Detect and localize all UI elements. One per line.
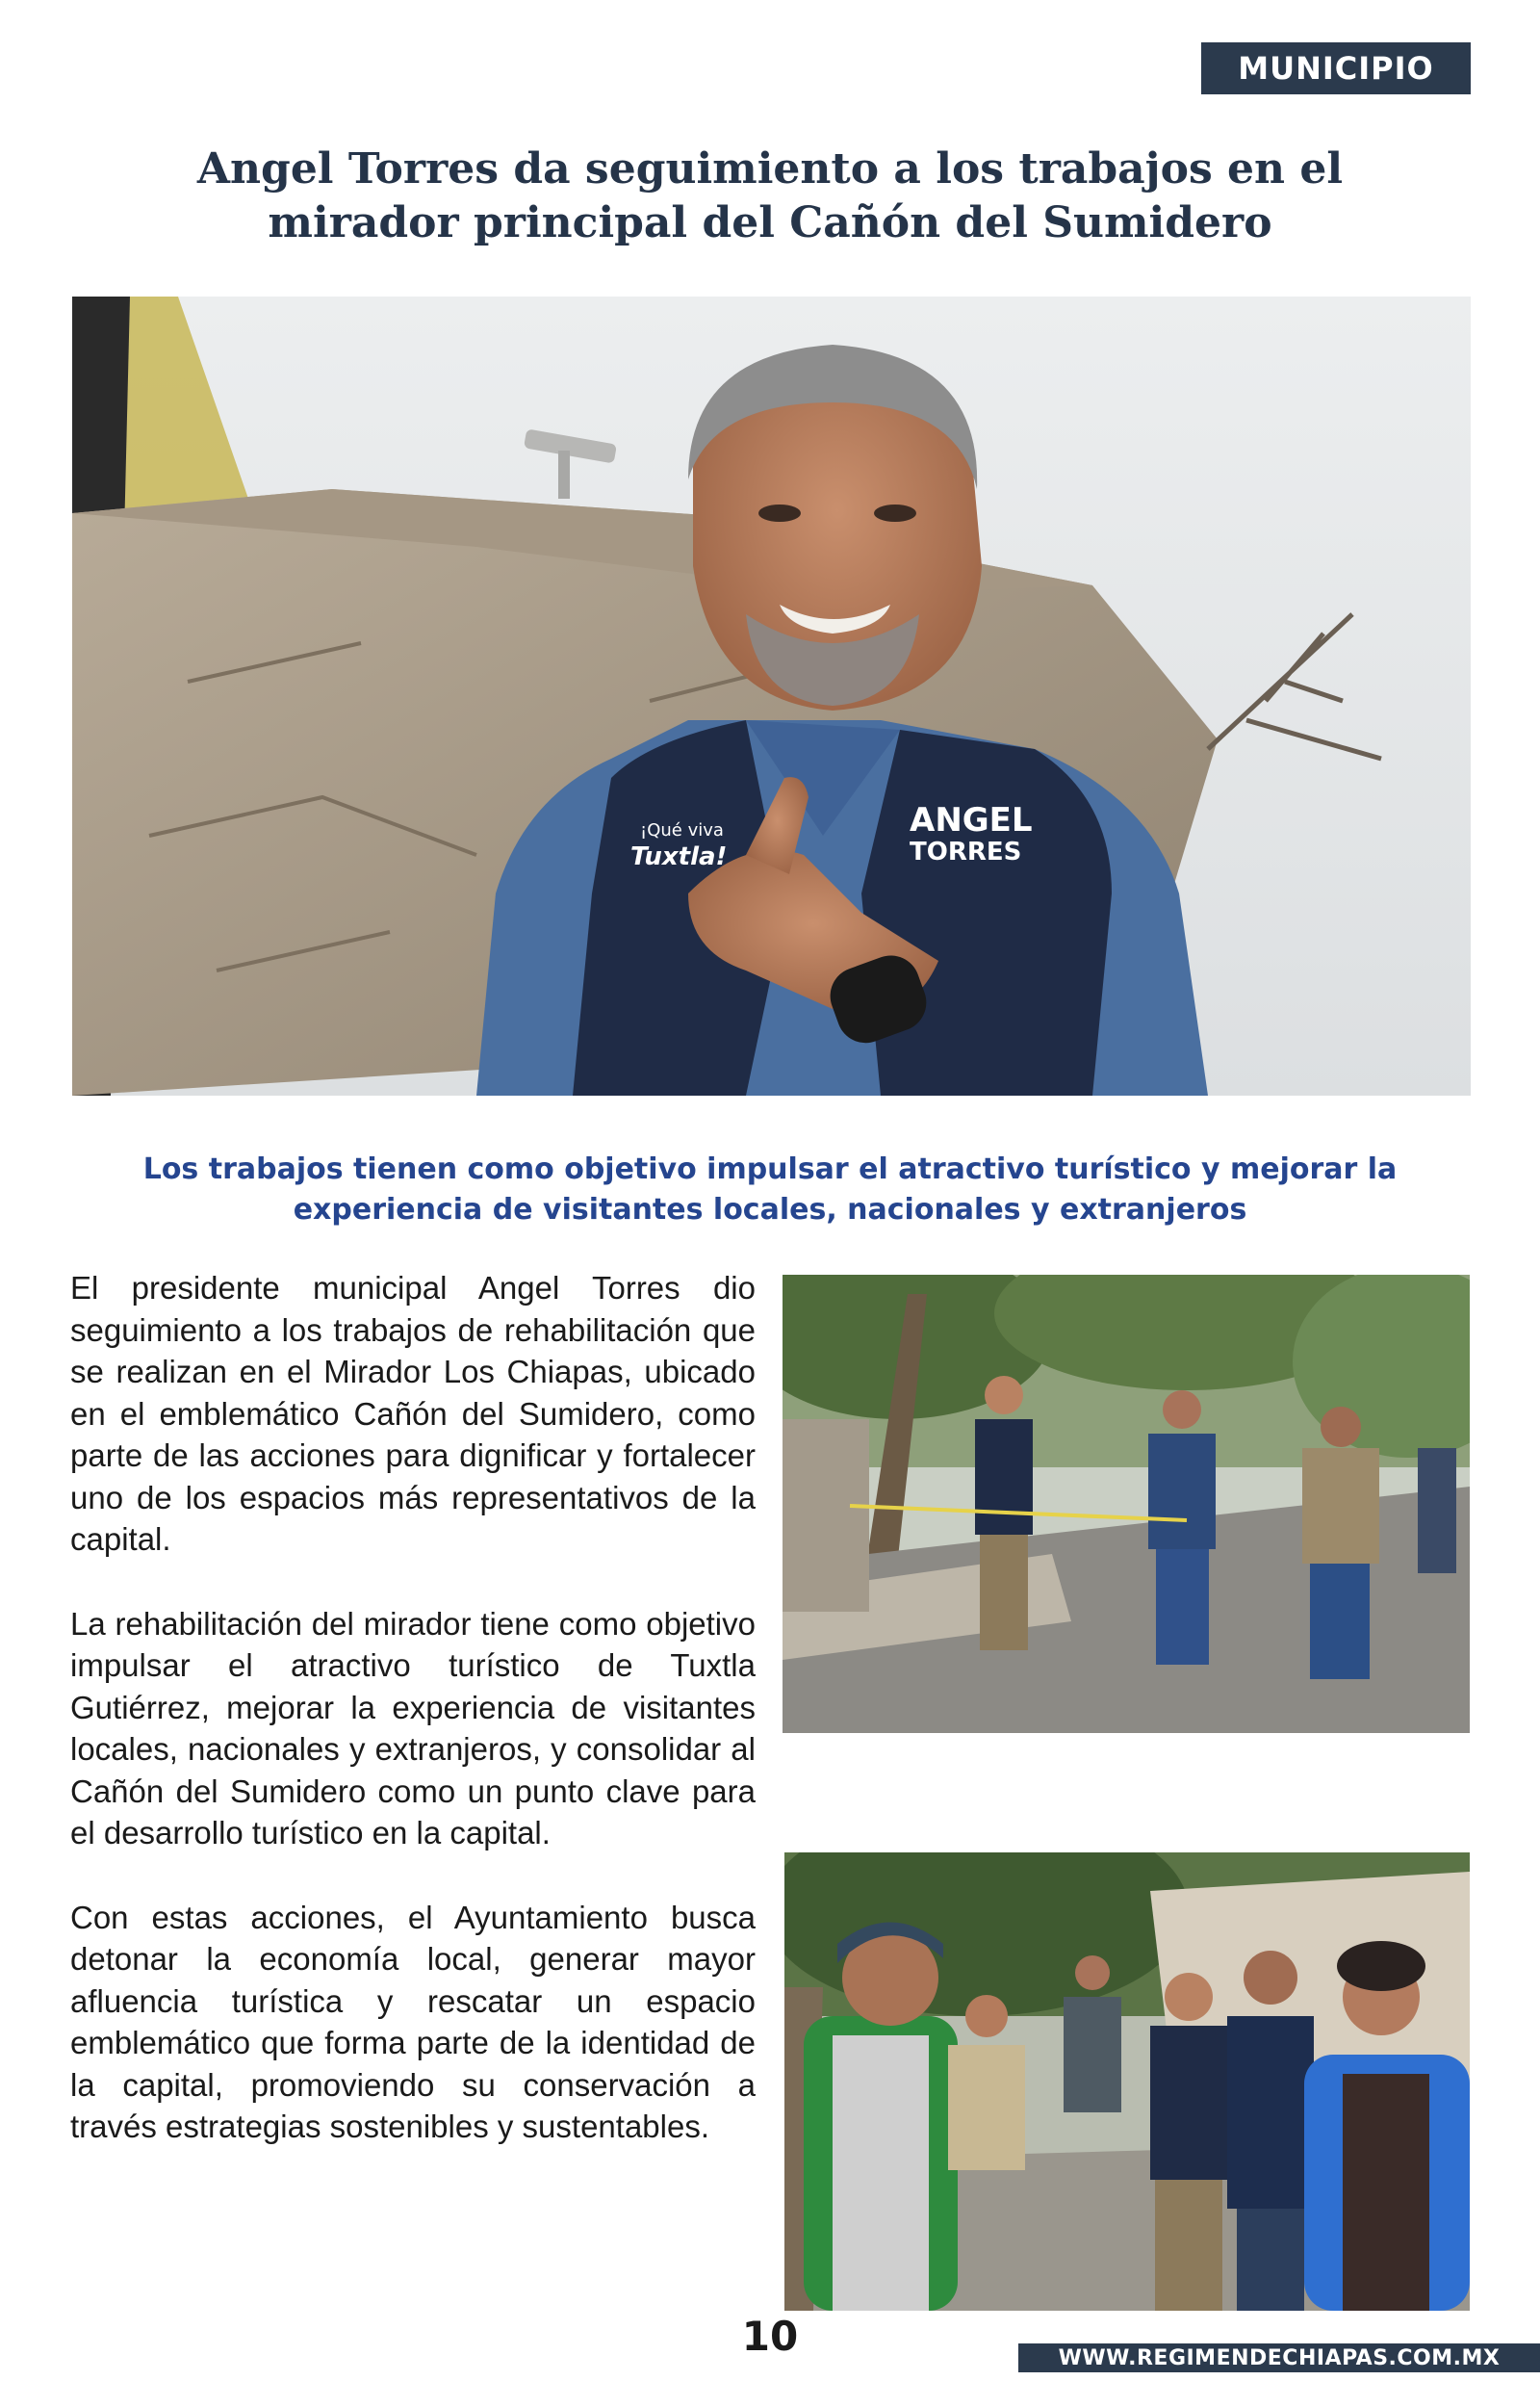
body-paragraph: Con estas acciones, el Ayuntamiento busca detonar la economía local, generar mayor afluencia turística y rescatar un espacio emblemático que forma parte de la identidad de la capital, promoviendo su conservación a través estrategias sostenibles y sustentables. bbox=[70, 1899, 756, 2144]
hero-photo bbox=[72, 297, 1471, 1096]
footer-website[interactable]: WWW.REGIMENDECHIAPAS.COM.MX bbox=[1018, 2343, 1540, 2372]
article-subheadline: Los trabajos tienen como objetivo impulsar el atractivo turístico y mejorar la experiencia de visitantes locales, nacionales y extranjeros bbox=[142, 1152, 1398, 1227]
vest-name-line-1: ANGEL bbox=[910, 801, 1033, 840]
inspection-photo-walkway bbox=[783, 1275, 1470, 1733]
section-tag: MUNICIPIO bbox=[1201, 42, 1471, 94]
vest-name-line-2: TORRES bbox=[910, 838, 1022, 867]
vest-badge-line-2: Tuxtla! bbox=[630, 842, 728, 871]
page-number: 10 bbox=[741, 2313, 799, 2360]
body-paragraph: La rehabilitación del mirador tiene como objetivo impulsar el atractivo turístico de Tuxtla Gutiérrez, mejorar la experiencia de visitantes locales, nacionales y extranjeros, y consolidar al Cañón del Sumidero como un punto clave para el desarrollo turístico en la capital. bbox=[70, 1605, 756, 1850]
article-body bbox=[70, 1267, 756, 2190]
article-headline: Angel Torres da seguimiento a los trabajos en el mirador principal del Cañón del Sumidero bbox=[196, 144, 1344, 247]
inspection-photo-group bbox=[784, 1852, 1470, 2311]
vest-badge-line-1: ¡Qué viva bbox=[640, 820, 724, 841]
body-paragraph: El presidente municipal Angel Torres dio seguimiento a los trabajos de rehabilitación que se realizan en el Mirador Los Chiapas, ubicado en el emblemático Cañón del Sumidero, como parte de las acciones para dignificar y fortalecer uno de los espacios más representativos de la capital. bbox=[70, 1270, 756, 1557]
